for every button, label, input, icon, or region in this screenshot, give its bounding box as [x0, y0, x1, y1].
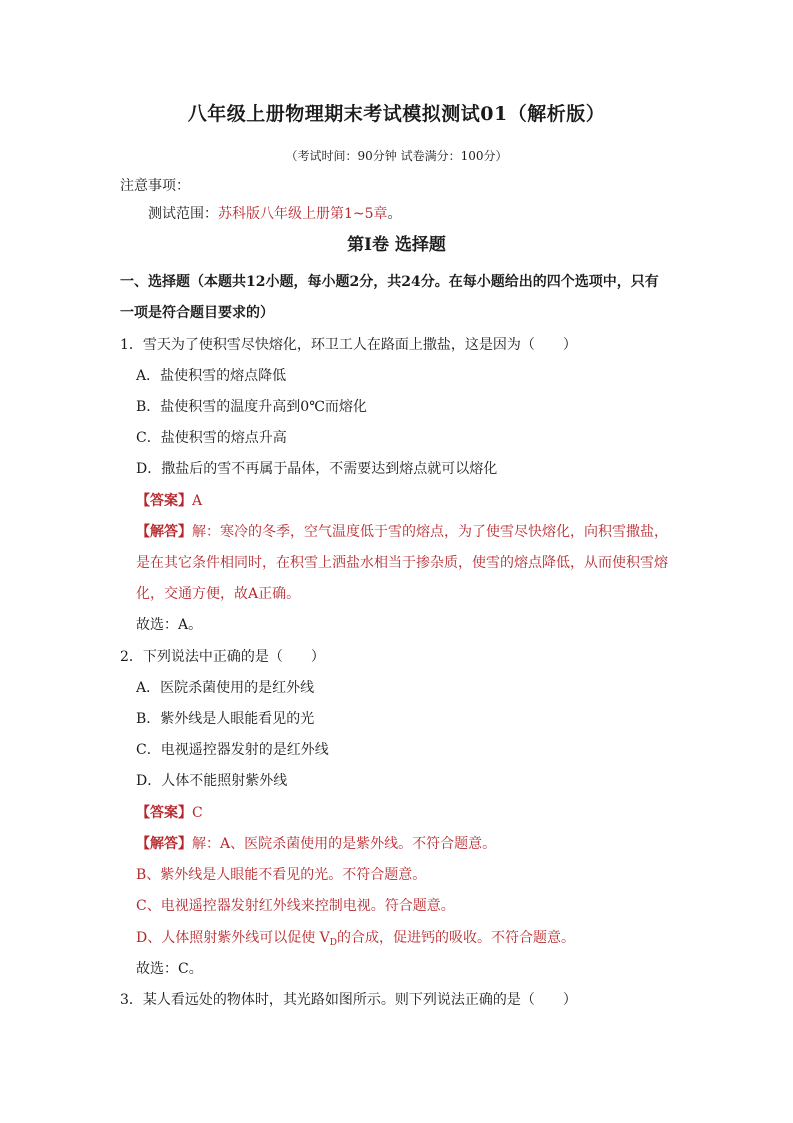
question-1-option-d: D．撒盐后的雪不再属于晶体，不需要达到熔点就可以熔化 [136, 461, 498, 477]
question-1-analysis-line-2: 是在其它条件相同时，在积雪上洒盐水相当于掺杂质，使雪的熔点降低，从而使积雪熔 [136, 555, 668, 571]
question-2-option-a: A．医院杀菌使用的是红外线 [136, 680, 315, 696]
test-range-value: 苏科版八年级上册第1~5章 [218, 206, 388, 222]
question-1-analysis-line-1: 【解答】解：寒冷的冬季，空气温度低于雪的熔点，为了使雪尽快熔化，向积雪撒盐， [136, 524, 668, 540]
question-2-stem: 2．下列说法中正确的是（ ） [120, 649, 325, 665]
question-1-option-b: B．盐使积雪的温度升高到0℃而熔化 [136, 399, 367, 415]
test-range-label: 测试范围： [148, 206, 218, 222]
question-1-choice: 故选：A。 [136, 617, 203, 633]
question-3-stem: 3．某人看远处的物体时，其光路如图所示。则下列说法正确的是（ ） [120, 992, 577, 1008]
question-1-option-a: A．盐使积雪的熔点降低 [136, 368, 287, 384]
question-2-answer: 【答案】C [136, 805, 203, 821]
part-intro-line-2: 一项是符合题目要求的） [120, 305, 274, 321]
question-2-option-c: C．电视遥控器发射的是红外线 [136, 742, 329, 758]
section-title: 第Ⅰ卷 选择题 [347, 235, 446, 255]
question-1-answer: 【答案】A [136, 493, 203, 509]
question-1-analysis-line-3: 化，交通方便，故A正确。 [136, 586, 301, 602]
question-2-choice: 故选：C。 [136, 961, 203, 977]
question-2-analysis-line-3: C、电视遥控器发射红外线来控制电视。符合题意。 [136, 898, 455, 914]
document-title: 八年级上册物理期末考试模拟测试01（解析版） [187, 103, 606, 125]
question-2-analysis-line-2: B、紫外线是人眼能不看见的光。不符合题意。 [136, 867, 427, 883]
question-1-option-c: C．盐使积雪的熔点升高 [136, 430, 287, 446]
question-2-analysis-line-1: 【解答】解：A、医院杀菌使用的是紫外线。不符合题意。 [136, 836, 497, 852]
part-intro-line-1: 一、选择题（本题共12小题，每小题2分，共24分。在每小题给出的四个选项中，只有 [120, 274, 659, 290]
question-2-option-b: B．紫外线是人眼能看见的光 [136, 711, 315, 727]
test-range: 测试范围：苏科版八年级上册第1~5章。 [148, 206, 402, 222]
question-1-stem: 1．雪天为了使积雪尽快熔化，环卫工人在路面上撒盐，这是因为（ ） [120, 337, 577, 353]
question-2-option-d: D．人体不能照射紫外线 [136, 773, 288, 789]
notes-heading: 注意事项： [120, 178, 190, 194]
question-2-analysis-line-4: D、人体照射紫外线可以促使 $V_D$的合成，促进钙的吸收。不符合题意。 [136, 930, 576, 948]
exam-info: （考试时间：90分钟 试卷满分：100分） [285, 149, 508, 163]
